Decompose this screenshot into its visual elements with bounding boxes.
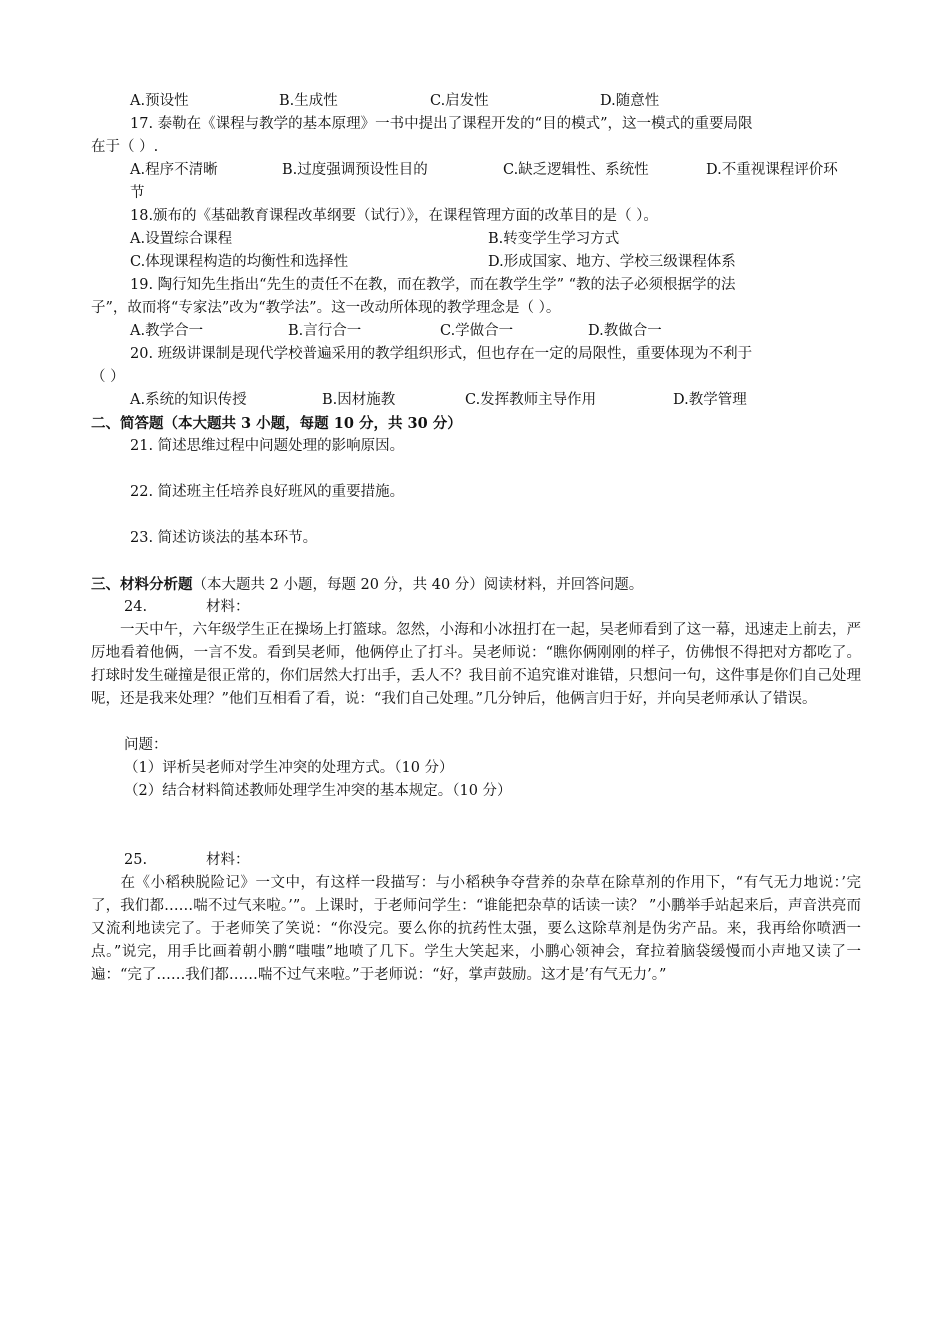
q17-option-c: C.缺乏逻辑性、系统性 xyxy=(503,162,649,178)
q18-option-c: C.体现课程构造的均衡性和选择性 xyxy=(130,254,349,270)
q19-stem-line1: 19. 陶行知先生指出“先生的责任不在教，而在教学，而在教学生学” “教的法子必须根据学的法 xyxy=(130,277,736,293)
q23: 23. 简述访谈法的基本环节。 xyxy=(130,530,318,546)
q19-option-c: C.学做合一 xyxy=(440,323,514,339)
q24-material xyxy=(91,619,861,711)
q24-material-label: 材料： xyxy=(206,599,250,615)
q24-sub1: （1）评析吴老师对学生冲突的处理方式。（10 分） xyxy=(124,760,454,776)
q17-option-d-wrap: 节 xyxy=(130,185,145,201)
q24-sub2: （2）结合材料简述教师处理学生冲突的基本规定。（10 分） xyxy=(124,783,512,799)
q17-stem-line1: 17. 泰勒在《课程与教学的基本原理》一书中提出了课程开发的“目的模式”，这一模式的重要局限 xyxy=(130,116,753,132)
q18-option-b: B.转变学生学习方式 xyxy=(488,231,620,247)
q17-option-b: B.过度强调预设性目的 xyxy=(282,162,428,178)
q18-option-d: D.形成国家、地方、学校三级课程体系 xyxy=(488,254,736,270)
q25-material-text: 在《小稻秧脱险记》一文中，有这样一段描写：与小稻秧争夺营养的杂草在除草剂的作用下，“有气无力地说：’完了，我们都……喘不过气来啦。’”。上课时，于老师问学生：“谁能把杂草的话读一读？ ”小鹏举手站起来后，声音洪亮而又流利地读完了。于老师笑了笑说：“你没完。要么你的抗药性太强，要么这除草剂是伪劣产品。来，我再给你喷洒一点。”说完，用手比画着朝小鹏“嗤嗤”地喷了几下。学生大笑起来，小鹏心领神会，耷拉着脑袋缓慢而小声地又读了一遍：“完了……我们都……喘不过气来啦。”于老师说：“好，掌声鼓励。这才是’有气无力’。” xyxy=(91,875,861,983)
q20-option-a: A.系统的知识传授 xyxy=(130,392,247,408)
q24-material-text: 一天中午，六年级学生正在操场上打篮球。忽然，小海和小冰扭打在一起，吴老师看到了这一幕，迅速走上前去，严厉地看着他俩，一言不发。看到吴老师，他俩停止了打斗。吴老师说：“瞧你俩刚刚的样子，仿佛恨不得把对方都吃了。打球时发生碰撞是很正常的，你们居然大打出手，丢人不？我目前不追究谁对谁错，只想问一句，这件事是你们自己处理呢，还是我来处理？”他们互相看了看，说：“我们自己处理。”几分钟后，他俩言归于好，并向吴老师承认了错误。 xyxy=(91,622,861,707)
q20-option-b: B.因材施教 xyxy=(322,392,396,408)
section3-title-rest: （本大题共 2 小题，每题 20 分，共 40 分）阅读材料，并回答问题。 xyxy=(192,577,644,593)
q19-stem-line2: 子”，故而将“专家法”改为“教学法”。这一改动所体现的教学理念是（ ）。 xyxy=(91,300,561,316)
q16-option-b: B.生成性 xyxy=(279,93,338,109)
q20-stem-line1: 20. 班级讲课制是现代学校普遍采用的教学组织形式，但也存在一定的局限性，重要体现为不利于 xyxy=(130,346,753,362)
q16-option-d: D.随意性 xyxy=(600,93,660,109)
q17-option-d: D.不重视课程评价环 xyxy=(706,162,838,178)
q19-option-d: D.教做合一 xyxy=(588,323,662,339)
q17-option-a: A.程序不清晰 xyxy=(130,162,218,178)
q17-stem-line2: 在于（ ）. xyxy=(91,139,159,155)
q19-option-a: A.教学合一 xyxy=(130,323,204,339)
q25-number: 25. xyxy=(124,852,148,868)
q16-option-a: A.预设性 xyxy=(130,93,189,109)
q25-material-label: 材料： xyxy=(206,852,250,868)
section3-title xyxy=(91,573,643,597)
q21: 21. 简述思维过程中问题处理的影响原因。 xyxy=(130,438,405,454)
q20-option-d: D.教学管理 xyxy=(673,392,747,408)
q20-option-c: C.发挥教师主导作用 xyxy=(465,392,597,408)
q20-stem-line2: （ ） xyxy=(91,369,125,385)
q18-stem: 18.颁布的《基础教育课程改革纲要（试行）》，在课程管理方面的改革目的是（ ）。 xyxy=(130,208,658,224)
q18-option-a: A.设置综合课程 xyxy=(130,231,233,247)
q19-option-b: B.言行合一 xyxy=(288,323,362,339)
q22: 22. 简述班主任培养良好班风的重要措施。 xyxy=(130,484,405,500)
q25-material xyxy=(91,872,861,987)
section2-title: 二、简答题（本大题共 3 小题，每题 10 分，共 30 分） xyxy=(91,415,462,432)
q16-option-c: C.启发性 xyxy=(430,93,489,109)
q24-number: 24. xyxy=(124,599,148,615)
section3-title-bold: 三、材料分析题 xyxy=(91,576,193,593)
q24-question-label: 问题： xyxy=(124,737,168,753)
